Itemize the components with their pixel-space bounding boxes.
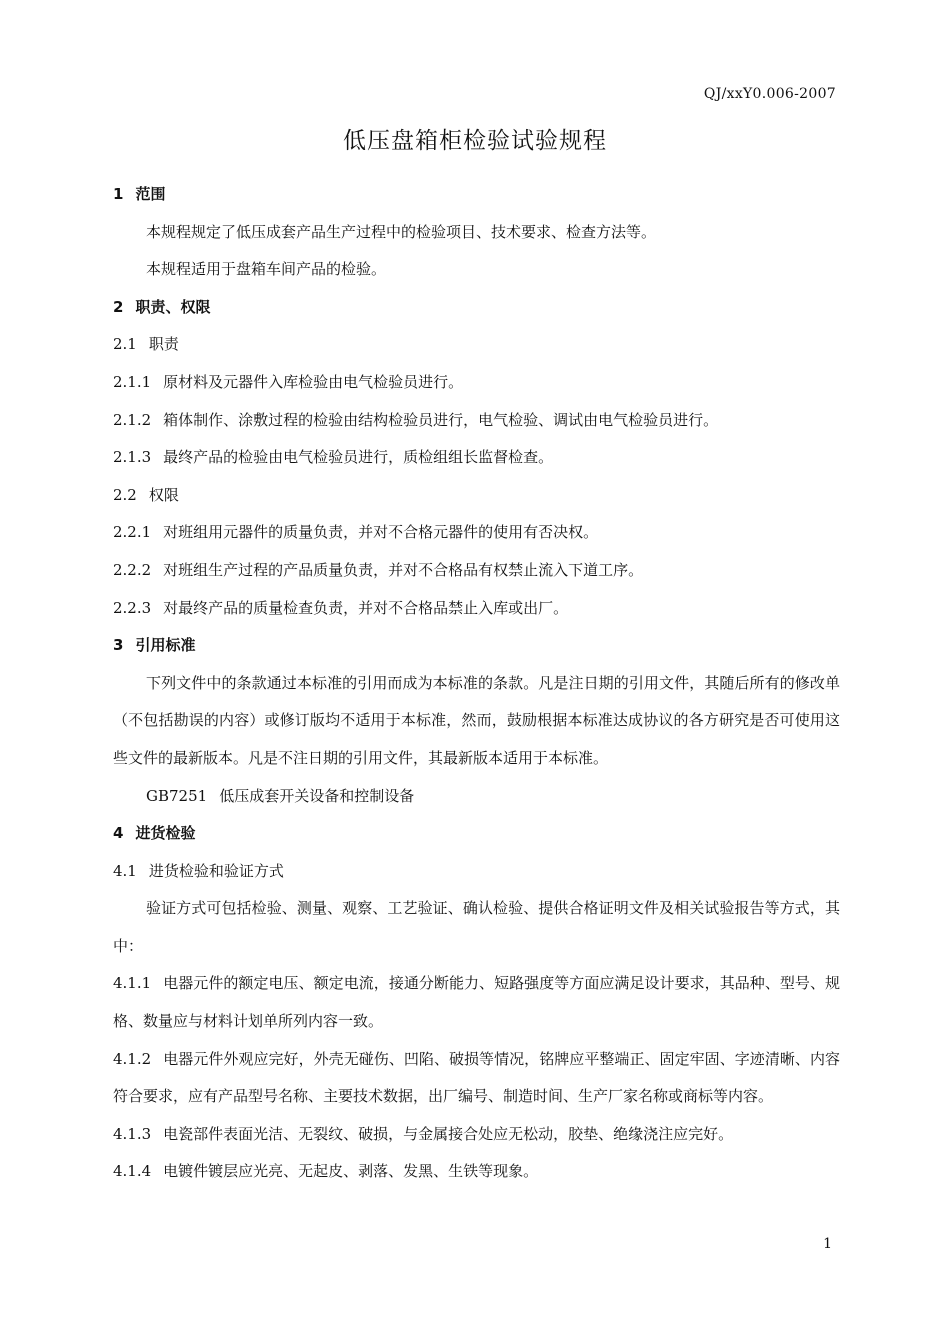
- clause: [113, 439, 840, 477]
- paragraph: 下列文件中的条款通过本标准的引用而成为本标准的条款。凡是注日期的引用文件，其随后所有的修改单（不包括勘误的内容）或修订版均不适用于本标准，然而，鼓励根据本标准达成协议的各方研究是否可使用这些文件的最新版本。凡是不注日期的引用文件，其最新版本适用于本标准。: [113, 673, 840, 767]
- clause-text: 电器元件外观应完好，外壳无碰伤、凹陷、破损等情况，铭牌应平整端正、固定牢固、字迹清晰、内容符合要求，应有产品型号名称、主要技术数据，出厂编号、制造时间、生产厂家名称或商标等内容。: [113, 1049, 840, 1106]
- section-title: 范围: [135, 185, 166, 203]
- reference-code: GB7251: [146, 786, 208, 805]
- section-2-heading: [113, 289, 840, 327]
- clause: [113, 552, 840, 590]
- clause-number: 4.1.1: [113, 974, 152, 993]
- clause: [113, 402, 840, 440]
- reference-name: 低压成套开关设备和控制设备: [219, 786, 415, 805]
- section-number: 2: [113, 297, 124, 316]
- section-title: 职责、权限: [135, 297, 211, 316]
- subsection-number: 4.1: [113, 861, 137, 880]
- subsection-title: 职责: [148, 335, 179, 354]
- paragraph: 本规程适用于盘箱车间产品的检验。: [146, 260, 387, 279]
- document-body: [113, 176, 840, 1191]
- clause: [113, 1153, 840, 1191]
- section-number: 3: [113, 636, 124, 655]
- clause-text: 原材料及元器件入库检验由电气检验员进行。: [163, 372, 464, 391]
- subsection-heading: [113, 853, 840, 891]
- clause-number: 4.1.2: [113, 1049, 152, 1068]
- clause-number: 2.2.3: [113, 598, 152, 617]
- reference-standard: [113, 778, 840, 816]
- clause-text: 对最终产品的质量检查负责，并对不合格品禁止入库或出厂。: [163, 598, 569, 617]
- section-number: 1: [113, 185, 124, 203]
- paragraph: 本规程规定了低压成套产品生产过程中的检验项目、技术要求、检查方法等。: [146, 222, 657, 241]
- subsection-heading: [113, 477, 840, 515]
- section-number: 4: [113, 824, 124, 843]
- page-number: 1: [823, 1236, 832, 1252]
- clause-number: 2.2.2: [113, 560, 152, 579]
- subsection-title: 权限: [148, 485, 179, 504]
- clause: [113, 364, 840, 402]
- subsection-title: 进货检验和验证方式: [148, 861, 284, 880]
- subsection-number: 2.1: [113, 335, 137, 354]
- paragraph: 验证方式可包括检验、测量、观察、工艺验证、确认检验、提供合格证明文件及相关试验报告等方式，其中：: [113, 899, 840, 955]
- clause-number: 2.1.3: [113, 448, 152, 467]
- clause-text: 对班组生产过程的产品质量负责，并对不合格品有权禁止流入下道工序。: [163, 560, 644, 579]
- clause-text: 电器元件的额定电压、额定电流，接通分断能力、短路强度等方面应满足设计要求，其品种、型号、规格、数量应与材料计划单所列内容一致。: [113, 974, 840, 1031]
- clause: [113, 514, 840, 552]
- clause-text: 电镀件镀层应光亮、无起皮、剥落、发黑、生铁等现象。: [163, 1162, 539, 1181]
- subsection-heading: [113, 326, 840, 364]
- clause-text: 对班组用元器件的质量负责，并对不合格元器件的使用有否决权。: [163, 523, 599, 542]
- document-title: 低压盘箱柜检验试验规程: [343, 128, 607, 154]
- section-1-heading: [113, 176, 840, 214]
- clause-number: 4.1.3: [113, 1124, 152, 1143]
- clause-number: 2.2.1: [113, 523, 152, 542]
- clause-text: 电瓷部件表面光洁、无裂纹、破损，与金属接合处应无松动，胶垫、绝缘浇注应完好。: [163, 1124, 734, 1143]
- subsection-number: 2.2: [113, 485, 137, 504]
- clause: [113, 1116, 840, 1154]
- clause-number: 2.1.1: [113, 372, 152, 391]
- clause: [113, 965, 840, 1040]
- clause-number: 2.1.2: [113, 410, 152, 429]
- section-title: 引用标准: [135, 636, 196, 655]
- clause: [113, 590, 840, 628]
- clause-text: 最终产品的检验由电气检验员进行，质检组组长监督检查。: [163, 448, 554, 467]
- clause: [113, 1041, 840, 1116]
- section-4-heading: [113, 815, 840, 853]
- clause-number: 4.1.4: [113, 1162, 152, 1181]
- section-3-heading: [113, 627, 840, 665]
- clause-text: 箱体制作、涂敷过程的检验由结构检验员进行，电气检验、调试由电气检验员进行。: [163, 410, 719, 429]
- document-code: QJ/xxY0.006-2007: [703, 86, 836, 102]
- section-title: 进货检验: [135, 824, 196, 843]
